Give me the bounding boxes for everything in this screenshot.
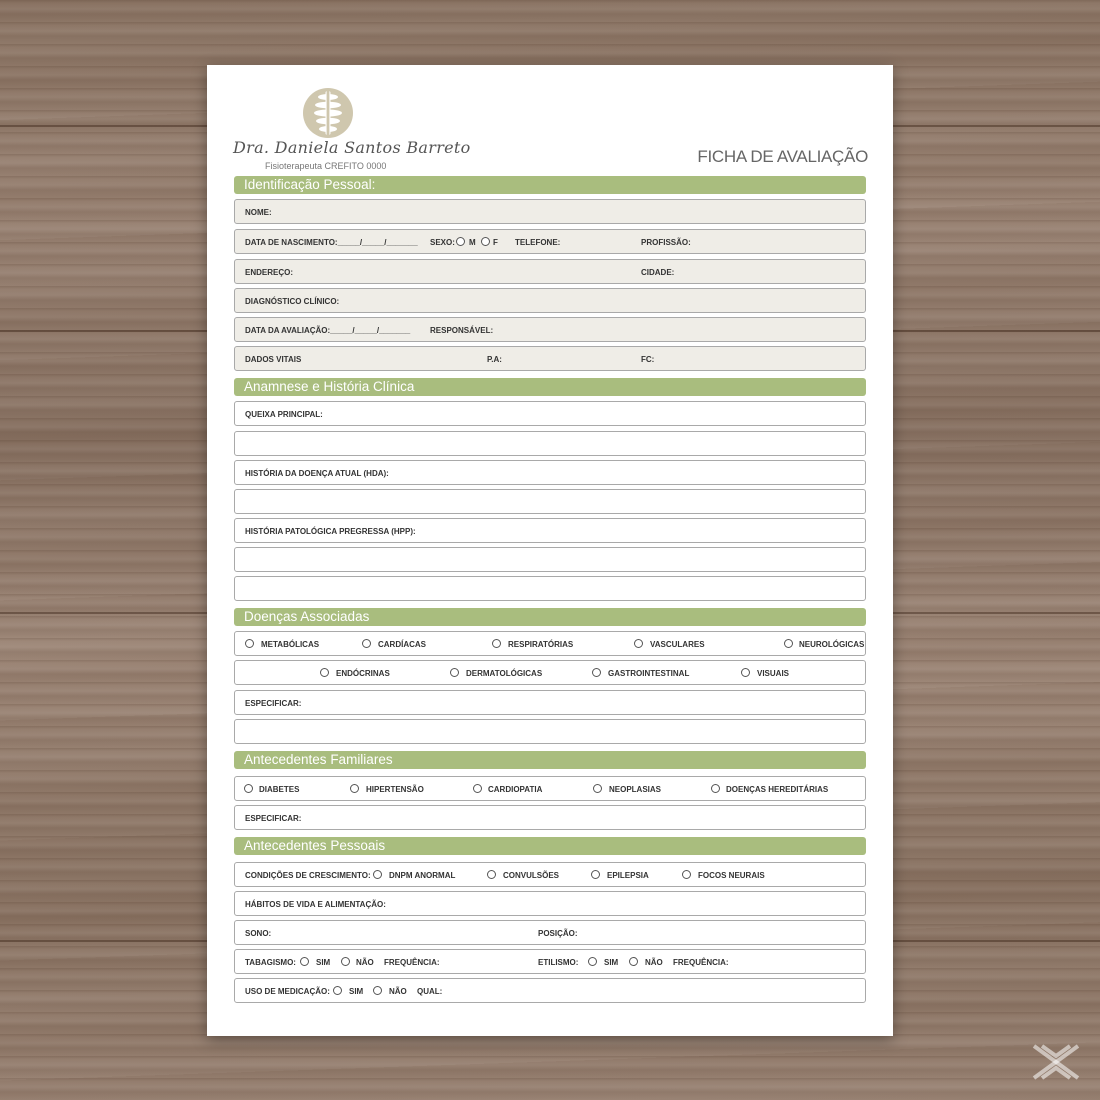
label-doencas-hereditarias: DOENÇAS HEREDITÁRIAS [726, 785, 829, 794]
label-medicacao-sim: SIM [349, 987, 364, 996]
field-row-data-avaliacao[interactable] [234, 317, 866, 342]
label-qual: QUAL: [417, 987, 443, 996]
checkbox-vasculares[interactable] [634, 639, 643, 648]
checkbox-dermatologicas[interactable] [450, 668, 459, 677]
field-row-nome[interactable] [234, 199, 866, 224]
label-diagnostico: DIAGNÓSTICO CLÍNICO: [245, 297, 340, 306]
label-etilismo-nao: NÃO [645, 958, 663, 967]
field-row-familiares-especificar[interactable] [234, 805, 866, 830]
label-sono: SONO: [245, 929, 272, 938]
field-row-hda-blank[interactable] [234, 489, 866, 514]
label-nome: NOME: [245, 208, 272, 217]
checkbox-tabagismo-sim[interactable] [300, 957, 309, 966]
section-header-doencas: Doenças Associadas [234, 608, 866, 626]
field-row-crescimento [234, 862, 866, 887]
section-header-anamnese: Anamnese e História Clínica [234, 378, 866, 396]
doctor-name: Dra. Daniela Santos Barreto [233, 138, 471, 157]
field-row-hpp[interactable] [234, 518, 866, 543]
label-focos-neurais: FOCOS NEURAIS [698, 871, 765, 880]
label-cardiopatia: CARDIOPATIA [488, 785, 543, 794]
label-visuais: VISUAIS [757, 669, 790, 678]
label-sexo: SEXO: [430, 238, 455, 247]
label-medicacao: USO DE MEDICAÇÃO: [245, 987, 330, 996]
label-tabagismo-frequencia: FREQUÊNCIA: [384, 958, 440, 967]
evaluation-form-sheet [207, 65, 893, 1036]
section-header-pessoais: Antecedentes Pessoais [234, 837, 866, 855]
checkbox-tabagismo-nao[interactable] [341, 957, 350, 966]
field-row-hpp-blank-2[interactable] [234, 576, 866, 601]
label-especificar: ESPECIFICAR: [245, 814, 302, 823]
checkbox-metabolicas[interactable] [245, 639, 254, 648]
checkbox-dnpm-anormal[interactable] [373, 870, 382, 879]
checkbox-diabetes[interactable] [244, 784, 253, 793]
checkbox-medicacao-nao[interactable] [373, 986, 382, 995]
label-gastrointestinal: GASTROINTESTINAL [608, 669, 690, 678]
label-tabagismo: TABAGISMO: [245, 958, 296, 967]
field-row-queixa-blank[interactable] [234, 431, 866, 456]
checkbox-doencas-hereditarias[interactable] [711, 784, 720, 793]
field-row-doencas-1 [234, 631, 866, 656]
checkbox-neurologicas[interactable] [784, 639, 793, 648]
label-etilismo-sim: SIM [604, 958, 619, 967]
label-crescimento: CONDIÇÕES DE CRESCIMENTO: [245, 871, 371, 880]
label-responsavel: RESPONSÁVEL: [430, 326, 494, 335]
checkbox-endocrinas[interactable] [320, 668, 329, 677]
label-tabagismo-nao: NÃO [356, 958, 374, 967]
label-diabetes: DIABETES [259, 785, 300, 794]
field-row-familiares [234, 776, 866, 801]
label-epilepsia: EPILEPSIA [607, 871, 649, 880]
field-row-habitos[interactable] [234, 891, 866, 916]
checkbox-sexo-f[interactable] [481, 237, 490, 246]
spine-vertebra-icon [302, 87, 354, 139]
field-row-queixa[interactable] [234, 401, 866, 426]
label-hpp: HISTÓRIA PATOLÓGICA PREGRESSA (HPP): [245, 527, 416, 536]
label-dados-vitais: DADOS VITAIS [245, 355, 302, 364]
field-row-diagnostico[interactable] [234, 288, 866, 313]
checkbox-hipertensao[interactable] [350, 784, 359, 793]
label-pa: P.A: [487, 355, 502, 364]
label-sexo-f: F [493, 238, 498, 247]
label-convulsoes: CONVULSÕES [503, 871, 560, 880]
label-fc: FC: [641, 355, 655, 364]
label-habitos: HÁBITOS DE VIDA E ALIMENTAÇÃO: [245, 900, 386, 909]
field-row-doencas-especificar[interactable] [234, 690, 866, 715]
field-row-dados-vitais[interactable] [234, 346, 866, 371]
checkbox-neoplasias[interactable] [593, 784, 602, 793]
label-neurologicas: NEUROLÓGICAS [799, 640, 865, 649]
checkbox-medicacao-sim[interactable] [333, 986, 342, 995]
label-data-avaliacao: DATA DA AVALIAÇÃO:_____/_____/_______ [245, 326, 411, 335]
field-row-medicacao [234, 978, 866, 1003]
field-row-hpp-blank-1[interactable] [234, 547, 866, 572]
label-respiratorias: RESPIRATÓRIAS [508, 640, 574, 649]
field-row-hda[interactable] [234, 460, 866, 485]
label-dermatologicas: DERMATOLÓGICAS [466, 669, 543, 678]
field-row-doencas-2 [234, 660, 866, 685]
checkbox-cardiacas[interactable] [362, 639, 371, 648]
label-etilismo: ETILISMO: [538, 958, 579, 967]
label-cardiacas: CARDÍACAS [378, 640, 426, 649]
x-watermark-icon [1028, 1040, 1084, 1084]
checkbox-visuais[interactable] [741, 668, 750, 677]
section-header-familiares: Antecedentes Familiares [234, 751, 866, 769]
label-metabolicas: METABÓLICAS [261, 640, 320, 649]
label-endocrinas: ENDÓCRINAS [336, 669, 390, 678]
form-title: FICHA DE AVALIAÇÃO [697, 147, 868, 166]
field-row-nascimento[interactable] [234, 229, 866, 254]
label-profissao: PROFISSÃO: [641, 238, 691, 247]
checkbox-gastrointestinal[interactable] [592, 668, 601, 677]
label-dnpm-anormal: DNPM ANORMAL [389, 871, 456, 880]
field-row-sono[interactable] [234, 920, 866, 945]
checkbox-etilismo-sim[interactable] [588, 957, 597, 966]
label-tabagismo-sim: SIM [316, 958, 331, 967]
label-neoplasias: NEOPLASIAS [609, 785, 662, 794]
doctor-credentials: Fisioterapeuta CREFITO 0000 [265, 161, 387, 171]
label-posicao: POSIÇÃO: [538, 929, 578, 938]
field-row-endereco[interactable] [234, 259, 866, 284]
label-telefone: TELEFONE: [515, 238, 561, 247]
label-vasculares: VASCULARES [650, 640, 705, 649]
checkbox-sexo-m[interactable] [456, 237, 465, 246]
label-hda: HISTÓRIA DA DOENÇA ATUAL (HDA): [245, 469, 389, 478]
label-sexo-m: M [469, 238, 476, 247]
checkbox-etilismo-nao[interactable] [629, 957, 638, 966]
label-endereco: ENDEREÇO: [245, 268, 294, 277]
section-header-identificacao: Identificação Pessoal: [234, 176, 866, 194]
label-data-nascimento: DATA DE NASCIMENTO:_____/_____/_______ [245, 238, 418, 247]
checkbox-respiratorias[interactable] [492, 639, 501, 648]
checkbox-cardiopatia[interactable] [473, 784, 482, 793]
label-queixa-principal: QUEIXA PRINCIPAL: [245, 410, 323, 419]
label-etilismo-frequencia: FREQUÊNCIA: [673, 958, 729, 967]
label-hipertensao: HIPERTENSÃO [366, 785, 424, 794]
field-row-doencas-blank[interactable] [234, 719, 866, 744]
label-cidade: CIDADE: [641, 268, 675, 277]
checkbox-convulsoes[interactable] [487, 870, 496, 879]
checkbox-focos-neurais[interactable] [682, 870, 691, 879]
label-especificar: ESPECIFICAR: [245, 699, 302, 708]
checkbox-epilepsia[interactable] [591, 870, 600, 879]
field-row-tabagismo-etilismo [234, 949, 866, 974]
label-medicacao-nao: NÃO [389, 987, 407, 996]
